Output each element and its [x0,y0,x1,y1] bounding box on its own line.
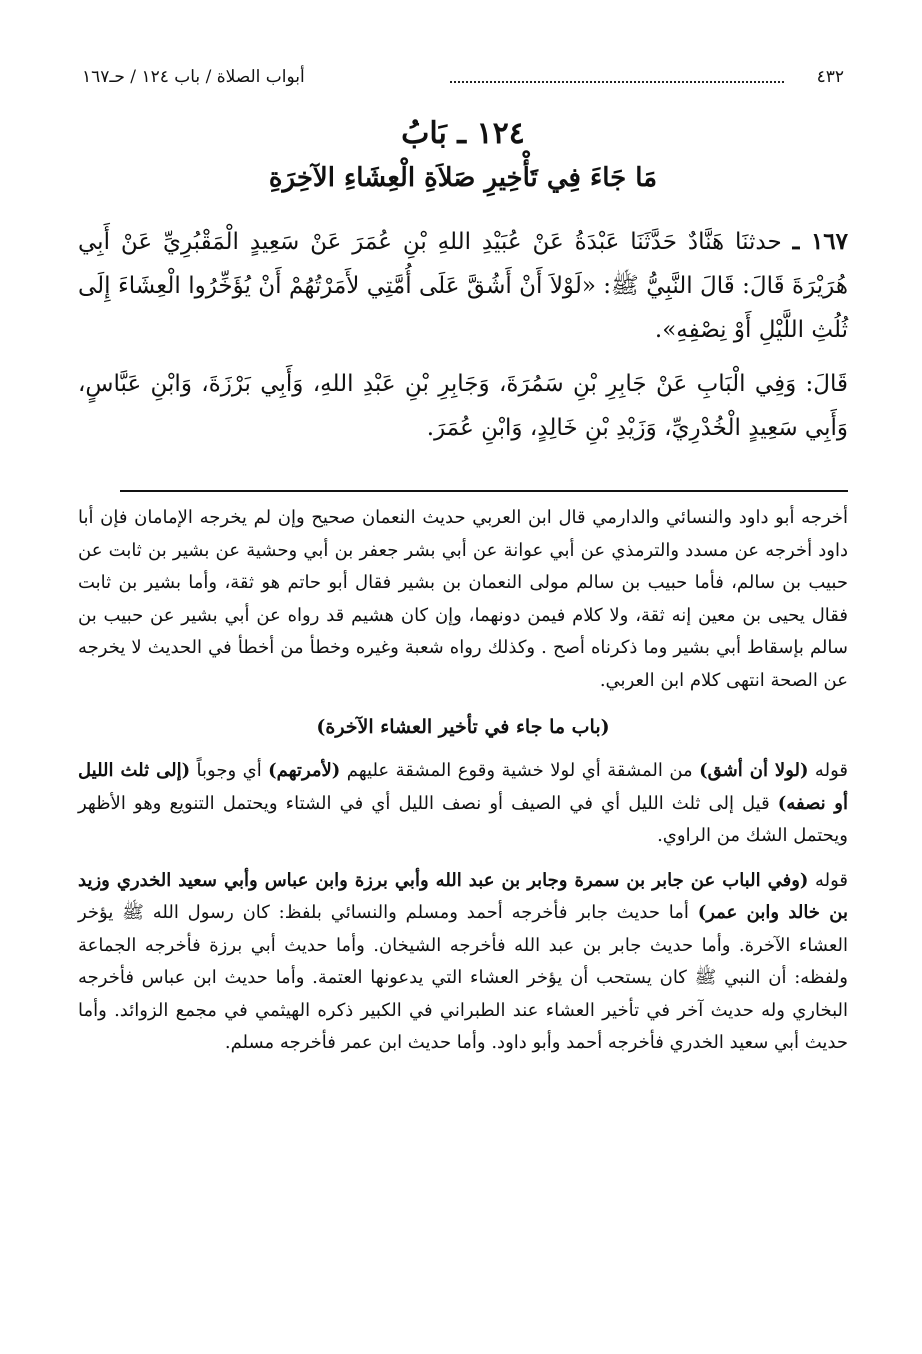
chapter-number: ١٢٤ ـ بَابُ [401,116,525,151]
para2-intro: قوله [808,760,848,781]
para2-term-1: (لولا أن أشق) [699,760,809,781]
para3-text: أما حديث جابر فأخرجه أحمد ومسلم والنسائي بلفظ: كان رسول الله ﷺ يؤخر العشاء الآخرة. وأما حديث جابر بن عبد الله فأخرجه الشيخان. وأما حديث أبي برزة فأخرجه الجماعة ولفظه: أن النبي ﷺ كان يستحب أن يؤخر العشاء التي يدعونها العتمة. وأما حديث ابن عباس فأخرجه البخاري وله حديث آخر في تأخير العشاء عند الطبراني في الكبير ذكره الهيثمي في مجمع الزوائد. وأما حديث أبي سعيد الخدري فأخرجه أحمد وأبو داود. وأما حديث ابن عمر فأخرجه مسلم. [78,902,848,1053]
para2-text-3: قيل إلى ثلث الليل أي في الصيف أو نصف الليل أي في الشتاء ويحتمل التنويع وهو الأظهر ويحتمل الشك من الراوي. [78,792,848,846]
commentary [78,502,848,1060]
footnote-rule [120,490,848,492]
hadith-text [78,220,848,352]
running-head [78,62,848,92]
para2-term-2: (لأمرتهم) [268,760,341,781]
dotted-leader [450,81,784,83]
page-number: ٤٣٢ [816,67,844,87]
hadith-chapter-note: قَالَ: وَفِي الْبَابِ عَنْ جَابِرِ بْنِ سَمُرَةَ، وَجَابِرِ بْنِ عَبْدِ اللهِ، وَأَبِي بَرْزَةَ، وَابْنِ عَبَّاسٍ، وَأَبِي سَعِيدٍ الْخُدْرِيِّ، وَزَيْدِ بْنِ خَالِدٍ، وَابْنِ عُمَرَ. [78,371,848,441]
hadith-block [78,220,848,450]
hadith-body: حدثنَا هَنَّادٌ حَدَّثَنَا عَبْدَةُ عَنْ عُبَيْدِ اللهِ بْنِ عُمَرَ عَنْ سَعِيدٍ الْمَقْبُرِيِّ عَنْ أَبِي هُرَيْرَةَ قَالَ: قَالَ النَّبِيُّ ﷺ: «لَوْلاَ أَنْ أَشُقَّ عَلَى أُمَّتِي لأَمَرْتُهُمْ أَنْ يُؤَخِّرُوا الْعِشَاءَ إِلَى ثُلُثِ اللَّيْلِ أَوْ نِصْفِهِ». [78,229,848,343]
para2-text-1: من المشقة أي لولا خشية وقوع المشقة عليهم [340,760,700,781]
commentary-paragraph-2 [78,755,848,853]
page [78,62,848,1060]
hadith-number: ١٦٧ ـ [792,228,849,255]
chapter-title: مَا جَاءَ فِي تَأْخِيرِ صَلاَةِ الْعِشَاءِ الآخِرَةِ [268,163,658,193]
para3-term: (وفي الباب عن جابر بن سمرة وجابر بن عبد الله وأبي برزة وابن عباس وأبي سعيد الخدري وزيد بن خالد وابن عمر) [78,869,848,923]
commentary-paragraph-1: أخرجه أبو داود والنسائي والدارمي قال ابن العربي حديث النعمان صحيح وإن لم يخرجه الإمامان فإن أبا داود أخرجه عن مسدد والترمذي عن أبي عوانة عن أبي بشر جعفر بن أبي وحشية عن بشير بن ثابت عن حبيب بن سالم، فأما حبيب بن سالم مولى النعمان بن بشير فقال أبو حاتم هو ثقة، وأما بشير بن ثابت فقال يحيى بن معين إنه ثقة، ولا كلام فيمن دونهما، وإن كان هشيم قد رواه عن أبي بشير عن حبيب بن سالم بإسقاط أبي بشير وما ذكرناه أصح . وكذلك رواه شعبة وغيره وخطأ من أخطأ في الحديث لا يخرجه عن الصحة انتهى كلام ابن العربي. [78,507,848,691]
para3-intro: قوله [808,869,848,891]
running-title: أبواب الصلاة / باب ١٢٤ / حـ١٦٧ [82,67,305,87]
commentary-paragraph-3 [78,865,848,1060]
para2-term-3: (إلى ثلث الليل أو نصفه) [78,760,848,814]
commentary-heading: (باب ما جاء في تأخير العشاء الآخرة) [316,716,610,738]
para2-text-2: أي وجوباً [190,760,269,781]
